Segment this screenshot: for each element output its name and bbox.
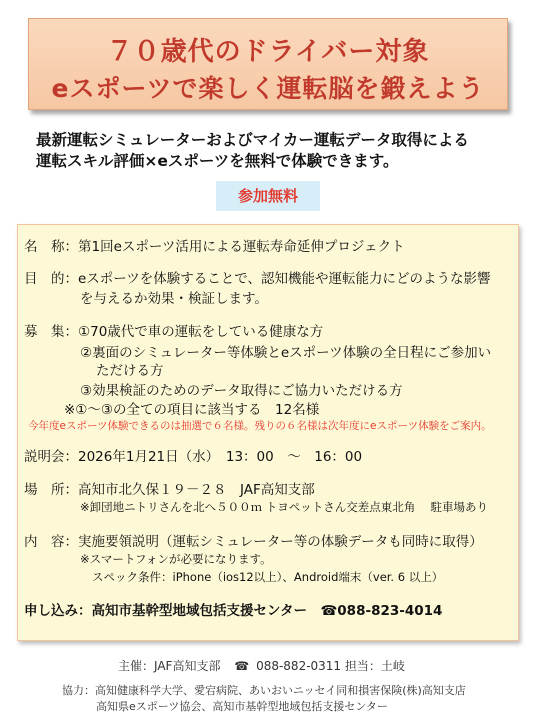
purpose-line-2: を与えるか効果・検証します。 [80, 291, 268, 307]
content-note-2: スペック条件：iPhone（ios12以上）、Android端末（ver. 6 以上） [92, 570, 444, 584]
content-label: 内 容： [24, 534, 78, 550]
purpose-row [24, 267, 491, 287]
title-banner [28, 18, 508, 110]
content-note-1: ※スマートフォンが必要になります。 [80, 552, 272, 566]
apply-phone: ☎088-823-4014 [320, 603, 443, 619]
purpose-label: 目 的： [24, 271, 78, 287]
intro-line-2: 運転スキル評価×eスポーツを無料で体験できます。 [36, 152, 399, 170]
free-badge: 参加無料 [216, 181, 320, 211]
coop-line-1: 協力：高知健康科学大学、愛宕病院、あいおいニッセイ同和損害保険(株)高知支店 [62, 684, 466, 697]
briefing-row [24, 445, 362, 465]
recruit-item-2-cont: ただける方 [96, 363, 164, 379]
content-value: 実施要領説明（運転シミュレーター等の体験データも同時に取得） [78, 534, 483, 550]
recruit-item-1: ①70歳代で車の運転をしている健康な方 [78, 324, 324, 340]
name-row [24, 235, 405, 255]
intro-text [36, 130, 516, 172]
info-box [17, 224, 519, 641]
organizer-text: 主催：JAF高知支部 [118, 659, 221, 673]
phone-icon: ☎ [234, 659, 250, 673]
apply-row [24, 599, 442, 619]
recruit-all: ※①～③の全ての項目に該当する 12名様 [64, 402, 320, 418]
place-note: ※卸団地ニトリさんを北へ５００ｍ トヨペットさん交差点東北角 駐車場あり [80, 500, 488, 514]
intro-line-1: 最新運転シミュレーターおよびマイカー運転データ取得による [36, 131, 469, 149]
briefing-label: 説明会： [24, 449, 78, 465]
recruit-row [24, 320, 323, 340]
recruit-label: 募 集： [24, 324, 78, 340]
place-value: 高知市北久保１９－２８ JAF高知支部 [78, 482, 315, 498]
apply-text: 申し込み：高知市基幹型地域包括支援センター [24, 603, 321, 619]
title-line-2: eスポーツで楽しく運転脳を鍛えよう [51, 74, 485, 103]
recruit-item-3: ③効果検証のためのデータ取得にご協力いただける方 [80, 383, 403, 399]
recruit-note: 今年度eスポーツ体験できるのは抽選で６名様。残りの６名様は次年度にeスポーツ体験をご案内。 [28, 420, 492, 432]
coop-line-2: 高知県eスポーツ協会、高知市基幹型地域包括支援センター [96, 700, 388, 713]
briefing-value: 2026年1月21日（水） 13：00 ～ 16：00 [78, 449, 363, 465]
place-label: 場 所： [24, 482, 78, 498]
purpose-line-1: eスポーツを体験することで、認知機能や運転能力にどのような影響 [78, 271, 491, 287]
name-label: 名 称： [24, 239, 78, 255]
name-value: 第1回eスポーツ活用による運転寿命延伸プロジェクト [78, 239, 405, 255]
footer-organizer-row [118, 657, 405, 674]
organizer-phone: 088-882-0311 担当：土岐 [256, 659, 405, 673]
title-line-1: ７０歳代のドライバー対象 [106, 37, 430, 67]
recruit-item-2: ②裏面のシミュレーター等体験とeスポーツ体験の全日程にご参加い [80, 345, 492, 361]
place-row [24, 478, 315, 498]
content-row [24, 530, 483, 550]
